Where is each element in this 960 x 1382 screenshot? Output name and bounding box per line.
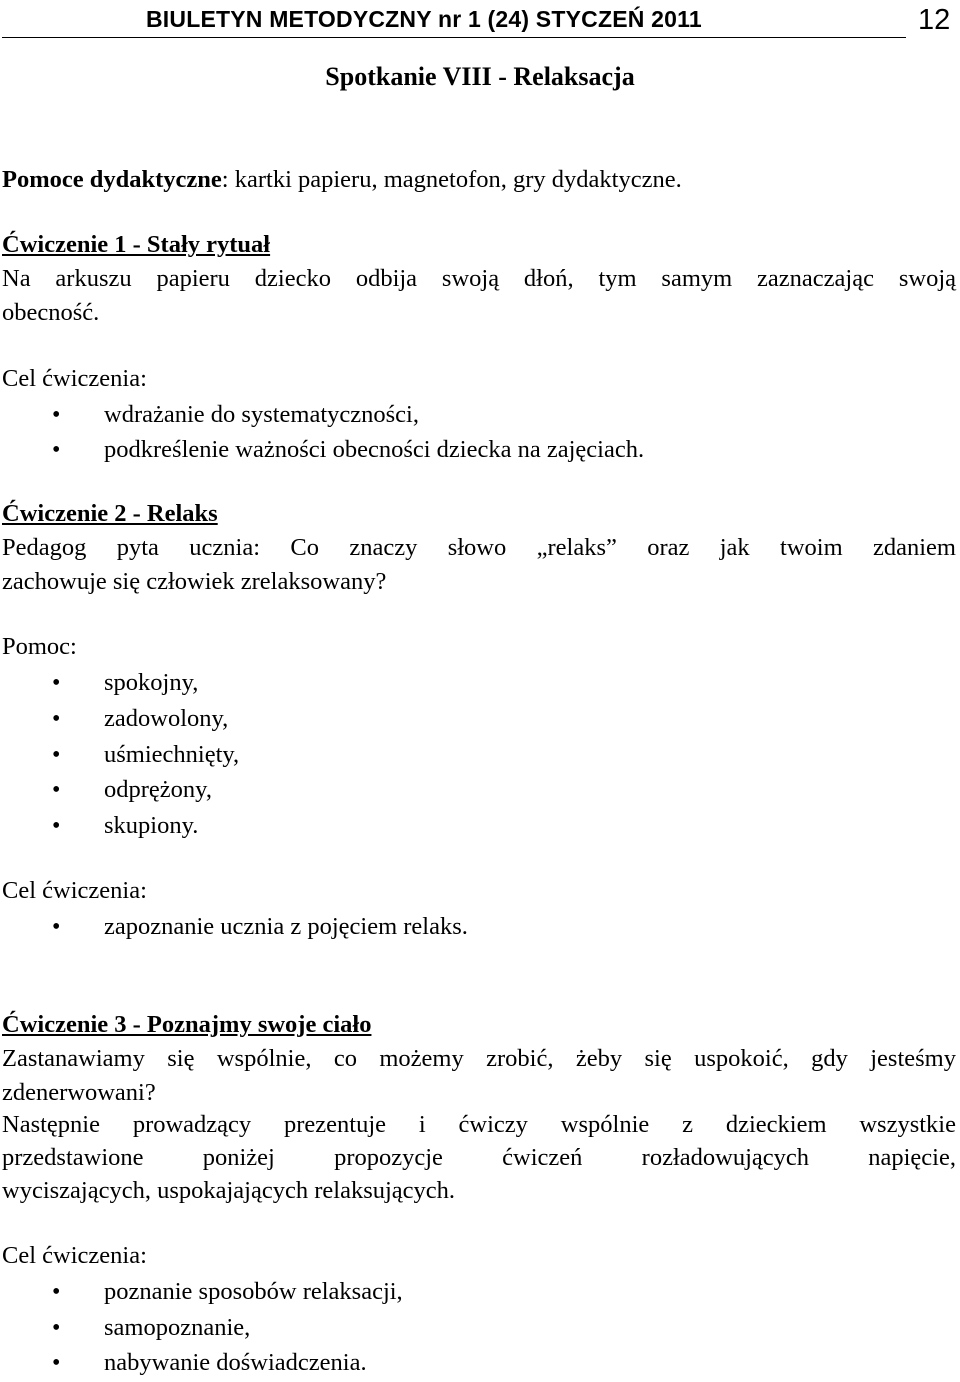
exercise-2-text-line-2: zachowuje się człowiek zrelaksowany? [2,568,387,595]
exercise-2-goal-label: Cel ćwiczenia: [2,877,147,904]
exercise-3-goal-label: Cel ćwiczenia: [2,1242,147,1269]
exercise-3-goal-text: poznanie sposobów relaksacji, [104,1278,403,1305]
exercise-1-goal-text: wdrażanie do systematyczności, [104,401,419,428]
exercise-3-text-line-1: Zastanawiamy się wspólnie, co możemy zrobić, żeby się uspokoić, gdy jesteśmy [2,1045,956,1072]
session-title: Spotkanie VIII - Relaksacja [325,62,635,91]
bullet-icon: • [52,706,61,732]
exercise-2-help-text: spokojny, [104,669,199,696]
bullet-icon: • [52,914,61,940]
exercise-2-help-text: skupiony. [104,812,199,839]
page-number: 12 [918,4,951,36]
bullet-icon: • [52,437,61,463]
bullet-icon: • [52,670,61,696]
exercise-3-title: Ćwiczenie 3 - Poznajmy swoje ciało [2,1011,372,1038]
exercise-3-text-line-3: Następnie prowadzący prezentuje i ćwiczy wspólnie z dzieckiem wszystkie [2,1111,956,1138]
bullet-icon: • [52,813,61,839]
bullet-icon: • [52,402,61,428]
bullet-icon: • [52,1279,61,1305]
exercise-3-text-line-4: przedstawione poniżej propozycje ćwiczeń rozładowujących napięcie, [2,1144,956,1171]
exercise-1-text-line-2: obecność. [2,299,100,326]
exercise-2-help-text: odprężony, [104,776,212,803]
bullet-icon: • [52,777,61,803]
exercise-1-text-line-1: Na arkuszu papieru dziecko odbija swoją dłoń, tym samym zaznaczając swoją [2,265,956,292]
exercise-1-title: Ćwiczenie 1 - Stały rytuał [2,231,271,258]
teaching-aids [2,163,682,197]
teaching-aids-text: : kartki papieru, magnetofon, gry dydaktyczne. [221,166,682,193]
exercise-2-text-line-1: Pedagog pyta ucznia: Co znaczy słowo „relaks” oraz jak twoim zdaniem [2,534,956,561]
exercise-2-title: Ćwiczenie 2 - Relaks [2,500,218,527]
running-header [0,2,960,42]
bullet-icon: • [52,1350,61,1376]
exercise-1-goal-label: Cel ćwiczenia: [2,365,147,392]
exercise-3-goal-text: samopoznanie, [104,1314,251,1341]
exercise-2-help-text: uśmiechnięty, [104,741,240,768]
bullet-icon: • [52,742,61,768]
teaching-aids-label: Pomoce dydaktyczne [2,166,222,193]
bullet-icon: • [52,1315,61,1341]
exercise-2-goal-text: zapoznanie ucznia z pojęciem relaks. [104,913,468,940]
exercise-3-text-line-5: wyciszających, uspokajających relaksujących. [2,1177,456,1204]
exercise-2-help-text: zadowolony, [104,705,229,732]
running-title: BIULETYN METODYCZNY nr 1 (24) STYCZEŃ 2011 [146,6,702,32]
exercise-3-text-line-2: zdenerwowani? [2,1079,156,1106]
exercise-3-goal-text: nabywanie doświadczenia. [104,1349,367,1376]
exercise-1-goal-text: podkreślenie ważności obecności dziecka na zajęciach. [104,436,645,463]
header-rule [2,37,906,38]
exercise-2-help-label: Pomoc: [2,633,77,660]
